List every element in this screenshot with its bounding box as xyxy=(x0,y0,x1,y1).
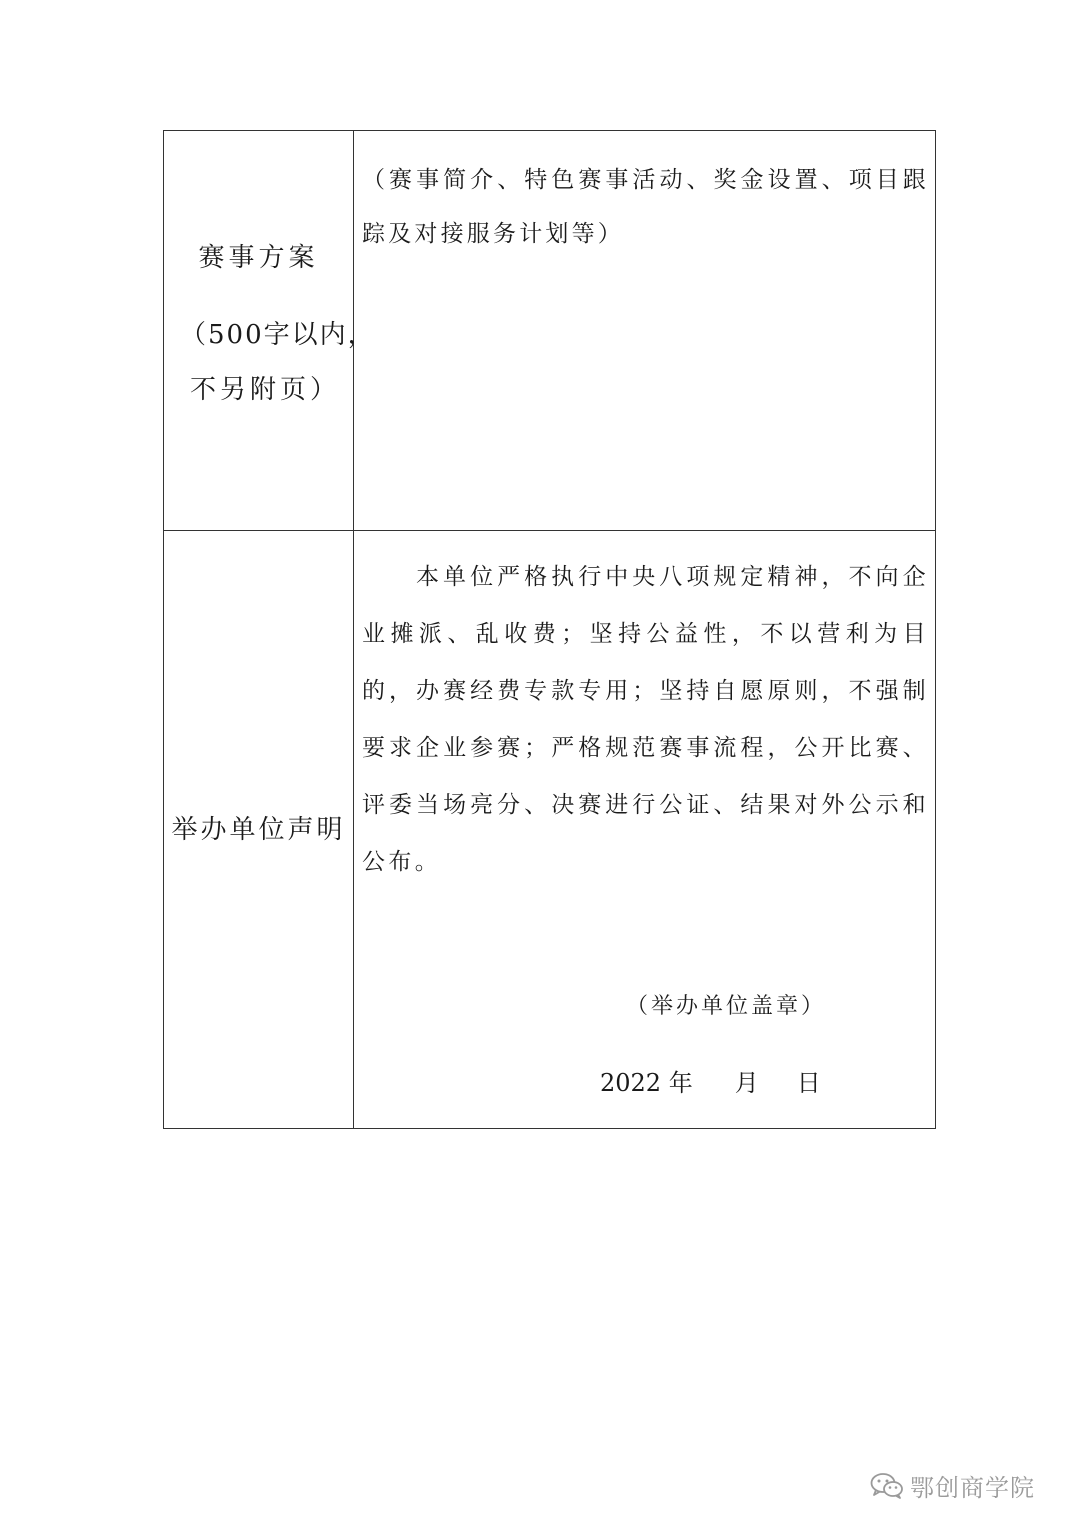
declaration-content-cell xyxy=(354,531,936,1129)
date-year-unit: 年 xyxy=(668,1069,693,1097)
watermark-text: 鄂创商学院 xyxy=(910,1474,1035,1502)
plan-label-title: 赛事方案 xyxy=(198,243,319,273)
watermark xyxy=(870,1468,1035,1503)
plan-label-cell xyxy=(164,131,376,531)
date-year: 2022 xyxy=(600,1069,662,1097)
plan-label-note-line2: 不另附页） xyxy=(190,375,341,405)
plan-label-note-line1: （500字以内， xyxy=(180,320,376,350)
application-form-table xyxy=(163,130,936,1129)
plan-content-cell xyxy=(354,131,936,531)
declaration-body-text: 本单位严格执行中央八项规定精神，不向企业摊派、乱收费；坚持公益性，不以营利为目的，办赛经费专款专用；坚持自愿原则，不强制要求企业参赛；严格规范赛事流程，公开比赛、评委当场亮分、决赛进行公证、结果对外公示和公布。 xyxy=(362,564,929,875)
date-day-unit: 日 xyxy=(796,1069,821,1097)
plan-hint-text: （赛事简介、特色赛事活动、奖金设置、项目跟踪及对接服务计划等） xyxy=(362,167,929,247)
declaration-label: 举办单位声明 xyxy=(171,815,346,845)
wechat-icon xyxy=(870,1472,904,1500)
date-line xyxy=(600,1063,821,1098)
declaration-label-cell xyxy=(164,531,354,1129)
seal-note: （举办单位盖章） xyxy=(626,994,827,1019)
declaration-row xyxy=(164,531,936,1129)
plan-row xyxy=(164,131,936,531)
date-month-unit: 月 xyxy=(734,1069,759,1097)
